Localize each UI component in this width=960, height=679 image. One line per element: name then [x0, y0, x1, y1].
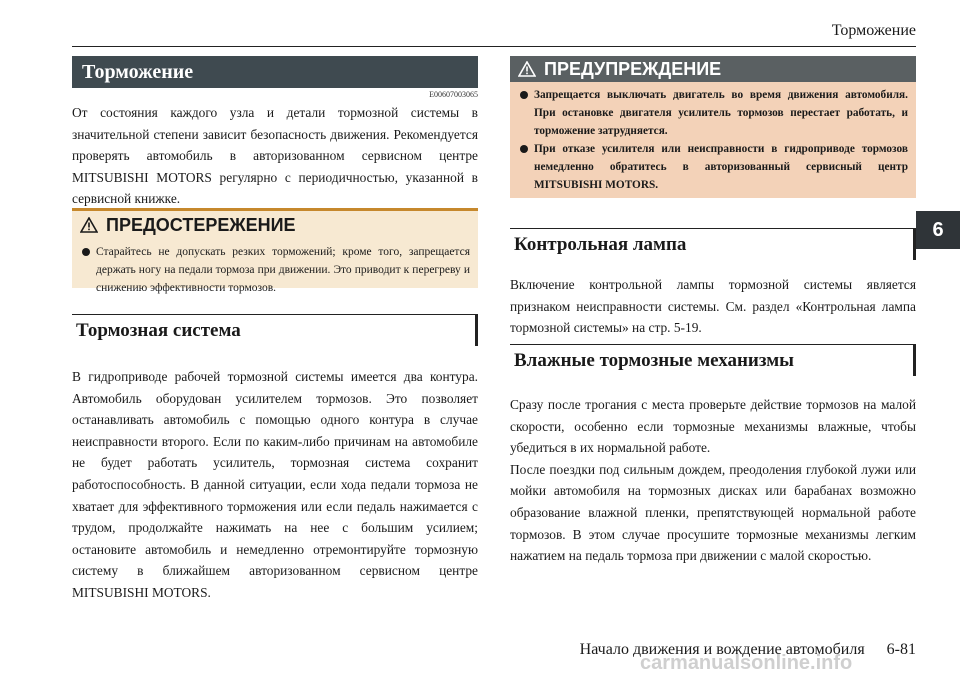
- section-code: E00607003065: [429, 90, 478, 99]
- chapter-tab: 6: [916, 211, 960, 249]
- caution-list: [72, 239, 478, 305]
- wet-brakes-paragraphs: [510, 394, 916, 567]
- warning-lamp-text: Включение контрольной лампы тормозной системы является признаком неисправности системы. См. раздел «Контрольная лампа тормозной системы» на стр. 5-19.: [510, 277, 916, 336]
- caution-item-text: Старайтесь не допускать резких торможений; кроме того, запрещается держать ногу на педали тормоза при движении. Это приводит к перегреву и снижению эффективности тормозов.: [96, 246, 470, 294]
- section-title-bar: Торможение: [72, 56, 478, 88]
- page-number: 6-81: [886, 641, 916, 658]
- wet-brakes-text-2: После поездки под сильным дождем, преодоления глубокой лужи или мойки автомобиля на тормозных дисках или барабанах возможно образование влажной пленки, препятствующей нормальной работе тормозов. В этом случае просушите тормозные механизмы легким нажатием на педаль тормоза при движении с малой скоростью.: [510, 461, 916, 564]
- brake-system-title: Тормозная система: [76, 319, 241, 341]
- brake-system-heading: [72, 314, 478, 346]
- warning-triangle-icon: [80, 217, 98, 233]
- warning-item: [518, 86, 908, 140]
- warning-item: [518, 140, 908, 194]
- warning-header: [510, 56, 916, 82]
- caution-box: [72, 208, 478, 294]
- caution-item: [80, 243, 470, 297]
- warning-lamp-paragraph: [510, 274, 916, 339]
- warning-title: ПРЕДУПРЕЖДЕНИЕ: [544, 58, 722, 79]
- wet-brakes-heading: [510, 344, 916, 376]
- wet-brakes-text-1: Сразу после трогания с места проверьте действие тормозов на малой скорости, особенно если тормозные механизмы влажные, чтобы убедиться в их нормальной работе.: [510, 397, 916, 456]
- warning-triangle-icon: [518, 61, 536, 77]
- caution-title: ПРЕДОСТЕРЕЖЕНИЕ: [106, 214, 296, 235]
- warning-lamp-title: Контрольная лампа: [514, 233, 687, 255]
- bullet-icon: [520, 91, 528, 99]
- warning-item-text: При отказе усилителя или неисправности в гидроприводе тормозов немедленно обратитесь в авторизованный сервисный центр MITSUBISHI MOTORS.: [534, 143, 908, 191]
- brake-system-paragraph: [72, 366, 478, 604]
- watermark-text: carmanualsonline.info: [640, 652, 853, 674]
- intro-text: От состояния каждого узла и детали тормозной системы в значительной степени зависит безопасность движения. Рекомендуется проверять автомобиль в авторизованном сервисном центре MITSUBISHI MOTORS регулярно с периодичностью, указанной в сервисной книжке.: [72, 105, 478, 207]
- warning-lamp-heading: [510, 228, 916, 260]
- wet-brakes-title: Влажные тормозные механизмы: [514, 349, 795, 371]
- intro-paragraph: [72, 102, 478, 210]
- warning-item-text: Запрещается выключать двигатель во время движения автомобиля. При остановке двигателя усилитель тормозов перестает работать, и торможение затрудняется.: [534, 89, 908, 137]
- brake-system-text: В гидроприводе рабочей тормозной системы имеется два контура. Автомобиль оборудован усилителем тормозов. Это позволяет останавливать автомобиль с помощью одного контура в случае неисправности второго. Если по каким-либо причинам на автомобиле не будет работать усилитель, тормозная система сохранит работоспособность. В данной ситуации, если хода педали тормоза не хватает для эффективного торможения или если педаль нажимается с трудом, продолжайте нажимать на нее с большим усилием; остановите автомобиль и немедленно отремонтируйте тормозную систему в ближайшем авторизованном сервисном центре MITSUBISHI MOTORS.: [72, 369, 478, 600]
- bullet-icon: [520, 145, 528, 153]
- footer-chapter-name: Начало движения и вождение автомобиля: [579, 641, 865, 658]
- header-rule: [72, 46, 916, 47]
- bullet-icon: [82, 248, 90, 256]
- warning-box: [510, 56, 916, 198]
- warning-list: [510, 82, 916, 202]
- page-header-title: Торможение: [831, 22, 916, 39]
- caution-header: [72, 208, 478, 239]
